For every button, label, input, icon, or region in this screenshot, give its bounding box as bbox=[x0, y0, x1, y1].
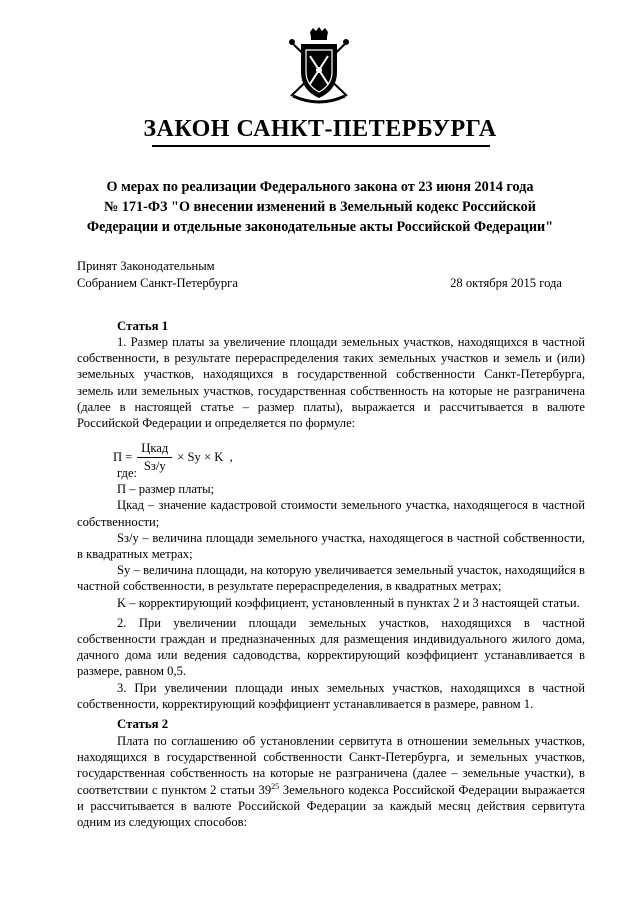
coat-of-arms-emblem bbox=[283, 26, 355, 106]
paragraph-text: 1. Размер платы за увеличение площади земельных участков, находящихся в частной собственности, в результате перераспределения таких земельных участков и земель и (или) земельных участков, находящихся в государственной собственности Санкт-Петербурга, земель или земельных участков, государственная собственность на которые не разграничена (далее в настоящей статье – размер платы), выражается и рассчитывается в валюте Российской Федерации и определяется по формуле: bbox=[77, 335, 585, 431]
adopted-line: Собранием Санкт-Петербурга bbox=[77, 276, 238, 290]
definition-item: П – размер платы; bbox=[117, 482, 215, 497]
definition-item: Цкад – значение кадастровой стоимости земельного участка, находящегося в частной собственности; bbox=[77, 498, 585, 529]
article-1-definitions bbox=[77, 465, 585, 712]
adopted-line: Принят Законодательным bbox=[77, 259, 215, 273]
formula-rhs: × Sy × K , bbox=[177, 450, 233, 464]
law-subject bbox=[70, 177, 570, 237]
law-title: ЗАКОН САНКТ-ПЕТЕРБУРГА bbox=[143, 116, 497, 142]
article-1-paragraph-1 bbox=[77, 334, 585, 431]
article-1-paragraph-2: 2. При увеличении площади земельных участков, находящихся в частной собственности граждан и предназначенных для размещения индивидуального жилого дома, дачного дома или ведения садоводства, корректирующий коэффициент устанавливается в размере, равном 0,5. bbox=[77, 615, 585, 679]
adopted-by bbox=[77, 258, 238, 292]
formula-lhs: П bbox=[113, 450, 123, 464]
formula-numerator: Цкад bbox=[137, 441, 172, 458]
definition-item: Sy – величина площади, на которую увеличивается земельный участок, находящийся в частной собственности, в результате перераспределения, в квадратных метрах; bbox=[77, 563, 585, 594]
where-label: где: bbox=[117, 466, 138, 480]
superscript-number: 25 bbox=[271, 781, 280, 791]
article-2-paragraph-1 bbox=[77, 733, 585, 830]
subject-line: Федерации и отдельные законодательные акты Российской Федерации" bbox=[86, 219, 554, 235]
article-1-heading: Статья 1 bbox=[117, 319, 169, 333]
adopted-date: 28 октября 2015 года bbox=[450, 276, 562, 290]
paragraph-text bbox=[77, 733, 585, 830]
paragraph-text-part: Земельного кодекса Российской Федерации выражается и рассчитывается в валюте Российской Федерации за каждый месяц действия сервитута одним из следующих способов: bbox=[77, 782, 585, 830]
definition-item: Sз/у – величина площади земельного участка, находящегося в частной собственности, в квадратных метрах; bbox=[77, 530, 585, 562]
article-1-paragraph-3: 3. При увеличении площади иных земельных участков, находящихся в частной собственности, корректирующий коэффициент устанавливается в размере, равном 1. bbox=[77, 680, 585, 711]
subject-line: О мерах по реализации Федерального закона от 23 июня 2014 года bbox=[106, 179, 534, 195]
formula-denominator: Sз/у bbox=[143, 459, 166, 473]
definition-item: K – корректирующий коэффициент, установленный в пунктах 2 и 3 настоящей статьи. bbox=[117, 595, 580, 610]
title-underline bbox=[152, 145, 490, 147]
subject-line: № 171-ФЗ "О внесении изменений в Земельный кодекс Российской bbox=[104, 199, 536, 215]
paragraph-text-part: Плата по соглашению об установлении сервитута в отношении земельных участков, находящихся в государственной собственности Санкт-Петербурга, и земельных участков, государственная собственность на которые не разграничена (далее – земельные участки), в соответствии с пунктом 2 статьи 39 bbox=[77, 734, 585, 797]
formula-equals: = bbox=[125, 450, 133, 464]
article-2-heading: Статья 2 bbox=[117, 717, 169, 731]
